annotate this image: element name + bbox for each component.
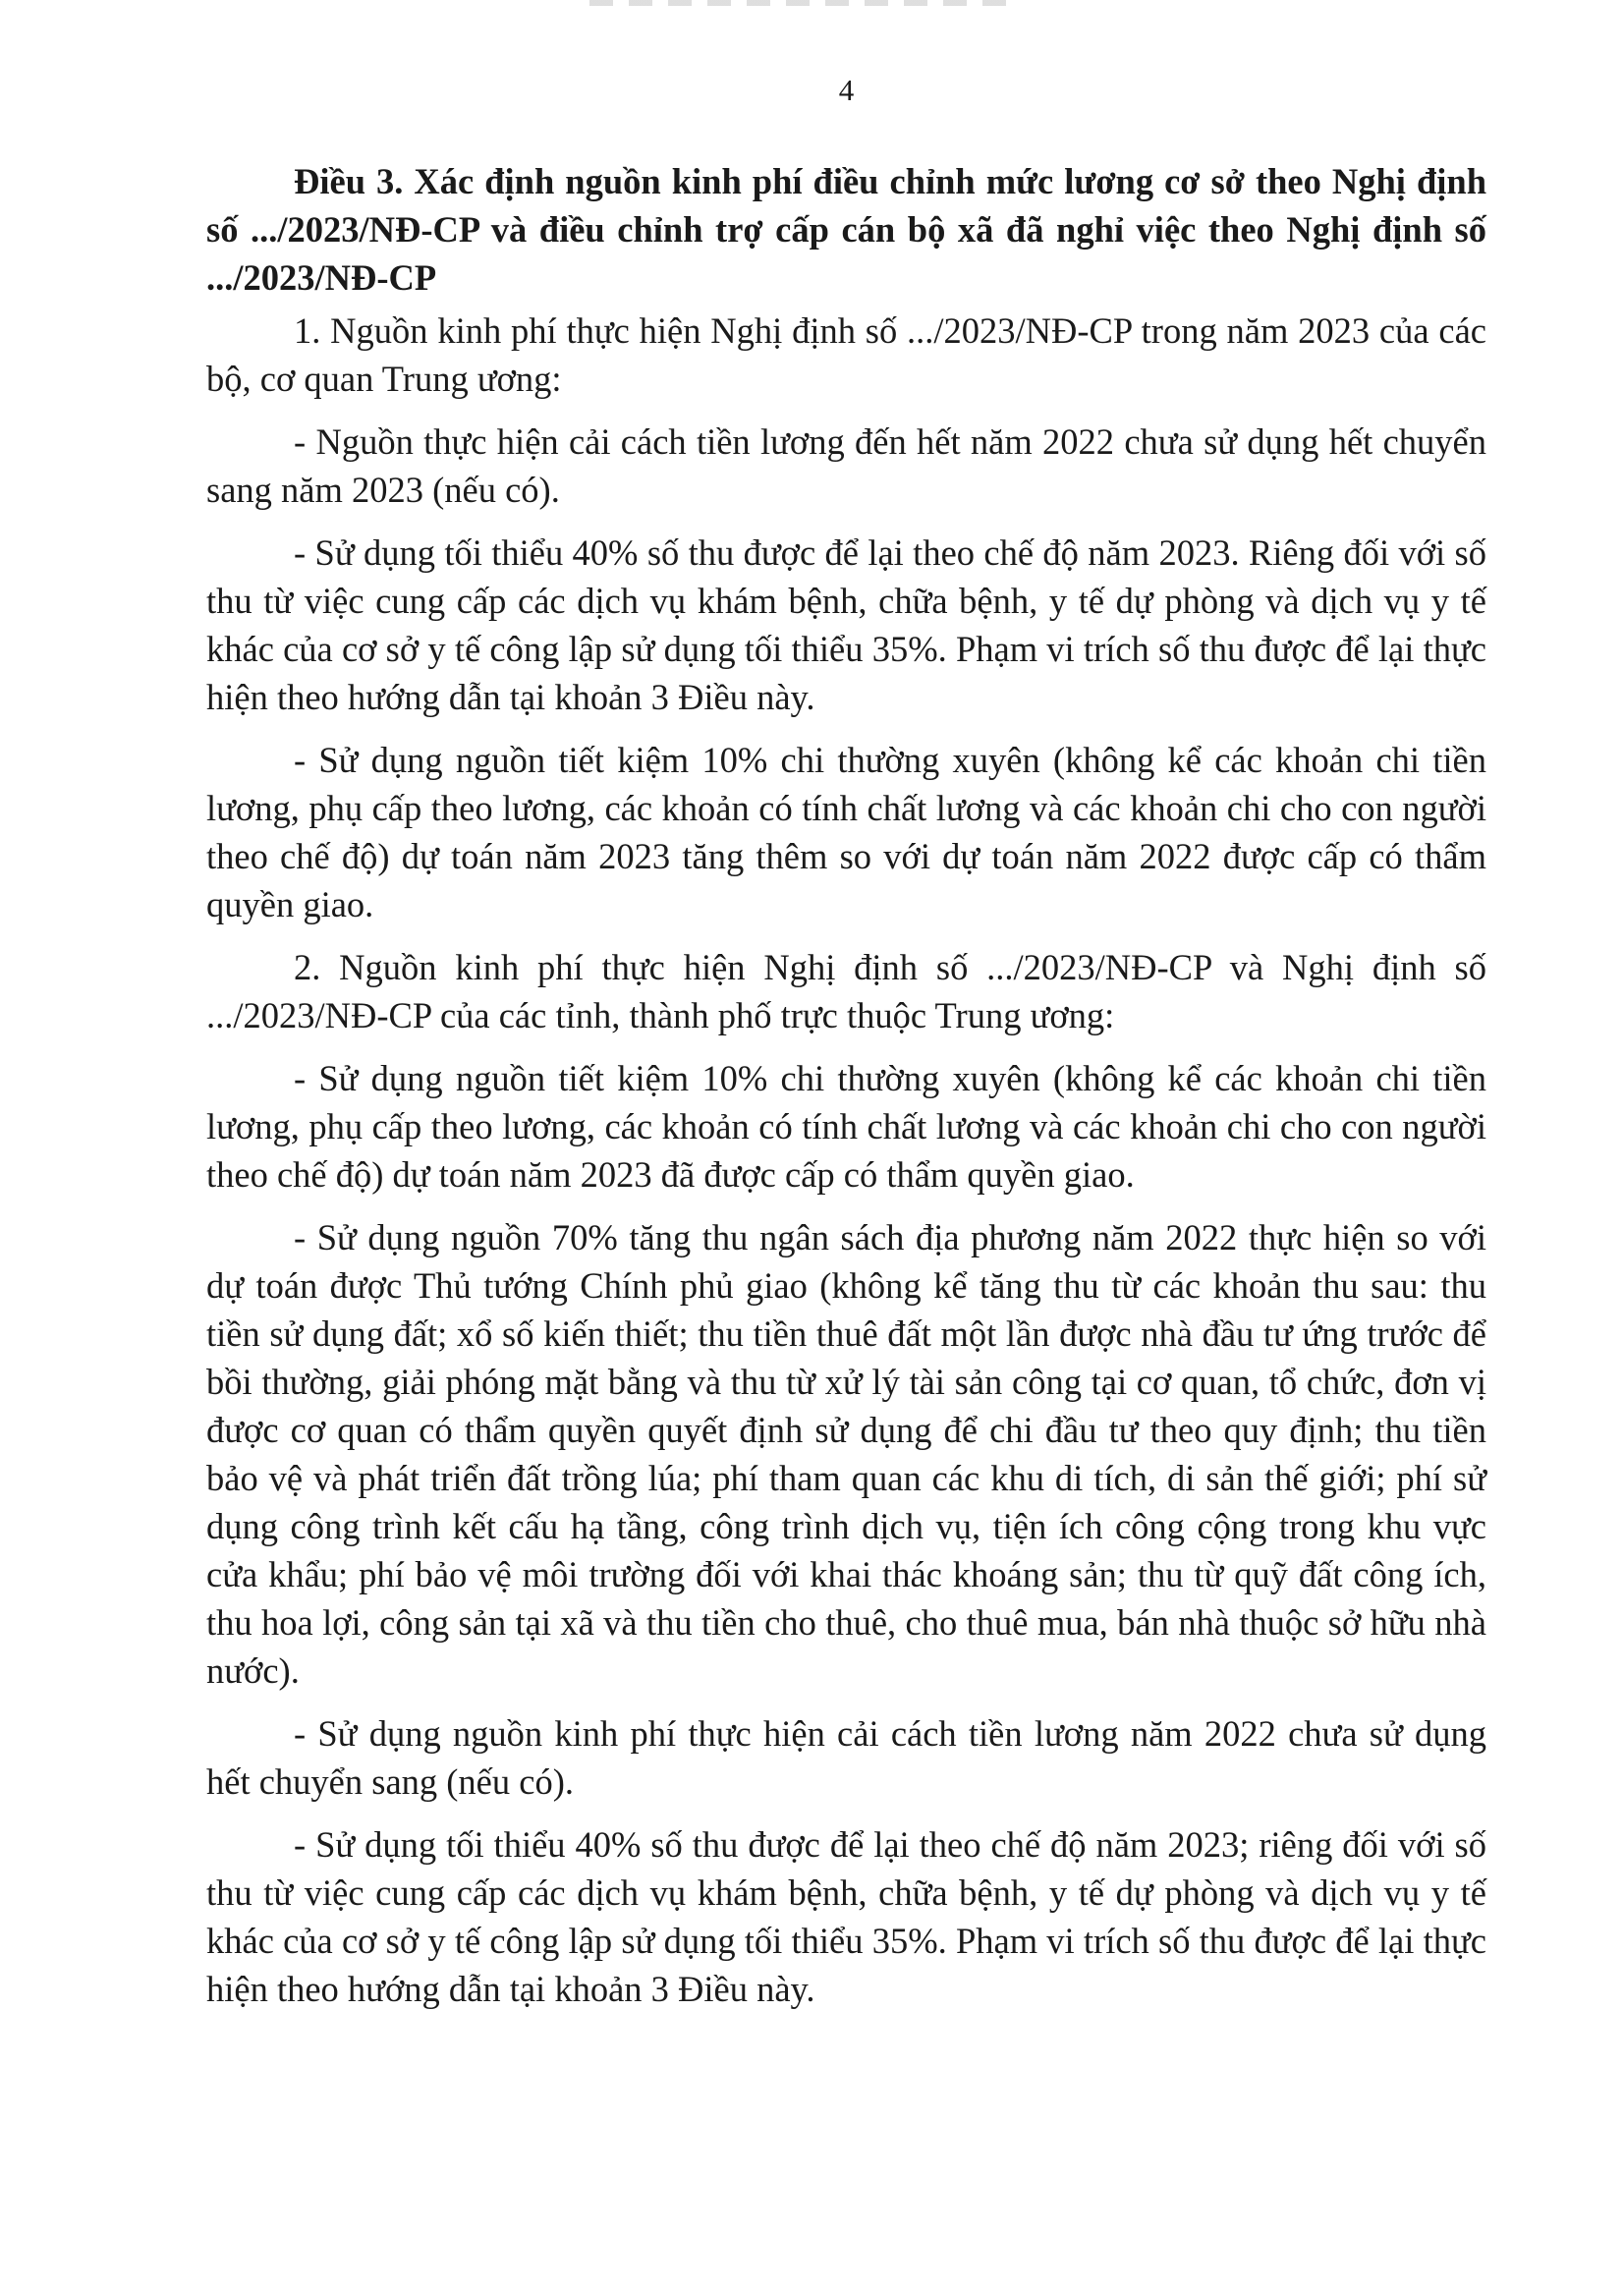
paragraph-bullet: - Sử dụng nguồn tiết kiệm 10% chi thường xuyên (không kể các khoản chi tiền lương, phụ cấp theo lương, các khoản có tính chất lương và các khoản chi cho con người theo chế độ) dự toán năm 2023 đã được cấp có thẩm quyền giao. xyxy=(206,1058,1486,1195)
paragraph-clause-1: 1. Nguồn kinh phí thực hiện Nghị định số .../2023/NĐ-CP trong năm 2023 của các bộ, cơ quan Trung ương: xyxy=(206,310,1486,399)
paragraph-bullet: - Nguồn thực hiện cải cách tiền lương đến hết năm 2022 chưa sử dụng hết chuyển sang năm 2023 (nếu có). xyxy=(206,421,1486,510)
article-heading: Điều 3. Xác định nguồn kinh phí điều chỉnh mức lương cơ sở theo Nghị định số .../2023/NĐ-CP và điều chỉnh trợ cấp cán bộ xã đã nghỉ việc theo Nghị định số .../2023/NĐ-CP xyxy=(206,161,1486,298)
paragraph-bullet: - Sử dụng nguồn tiết kiệm 10% chi thường xuyên (không kể các khoản chi tiền lương, phụ cấp theo lương, các khoản có tính chất lương và các khoản chi cho con người theo chế độ) dự toán năm 2023 tăng thêm so với dự toán năm 2022 được cấp có thẩm quyền giao. xyxy=(206,740,1486,924)
paragraph-bullet: - Sử dụng nguồn 70% tăng thu ngân sách địa phương năm 2022 thực hiện so với dự toán được Thủ tướng Chính phủ giao (không kể tăng thu từ các khoản thu sau: thu tiền sử dụng đất; xổ số kiến thiết; thu tiền thuê đất một lần được nhà đầu tư ứng trước để bồi thường, giải phóng mặt bằng và thu từ xử lý tài sản công tại cơ quan, tổ chức, đơn vị được cơ quan có thẩm quyền quyết định sử dụng để chi đầu tư theo quy định; thu tiền bảo vệ và phát triển đất trồng lúa; phí tham quan các khu di tích, di sản thế giới; phí sử dụng công trình kết cấu hạ tầng, công trình dịch vụ, tiện ích công cộng trong khu vực cửa khẩu; phí bảo vệ môi trường đối với khai thác khoáng sản; thu từ quỹ đất công ích, thu hoa lợi, công sản tại xã và thu tiền cho thuê, cho thuê mua, bán nhà thuộc sở hữu nhà nước). xyxy=(206,1217,1486,1691)
scan-artifact xyxy=(589,0,1012,6)
paragraph-bullet: - Sử dụng tối thiểu 40% số thu được để lại theo chế độ năm 2023. Riêng đối với số thu từ việc cung cấp các dịch vụ khám bệnh, chữa bệnh, y tế dự phòng và dịch vụ y tế khác của cơ sở y tế công lập sử dụng tối thiểu 35%. Phạm vi trích số thu được để lại thực hiện theo hướng dẫn tại khoản 3 Điều này. xyxy=(206,532,1486,717)
paragraph-clause-2: 2. Nguồn kinh phí thực hiện Nghị định số .../2023/NĐ-CP và Nghị định số .../2023/NĐ-CP của các tỉnh, thành phố trực thuộc Trung ương: xyxy=(206,947,1486,1035)
paragraph-bullet: - Sử dụng tối thiểu 40% số thu được để lại theo chế độ năm 2023; riêng đối với số thu từ việc cung cấp các dịch vụ khám bệnh, chữa bệnh, y tế dự phòng và dịch vụ y tế khác của cơ sở y tế công lập sử dụng tối thiểu 35%. Phạm vi trích số thu được để lại thực hiện theo hướng dẫn tại khoản 3 Điều này. xyxy=(206,1824,1486,2009)
page-number: 4 xyxy=(838,73,855,107)
paragraph-bullet: - Sử dụng nguồn kinh phí thực hiện cải cách tiền lương năm 2022 chưa sử dụng hết chuyển sang (nếu có). xyxy=(206,1713,1486,1802)
